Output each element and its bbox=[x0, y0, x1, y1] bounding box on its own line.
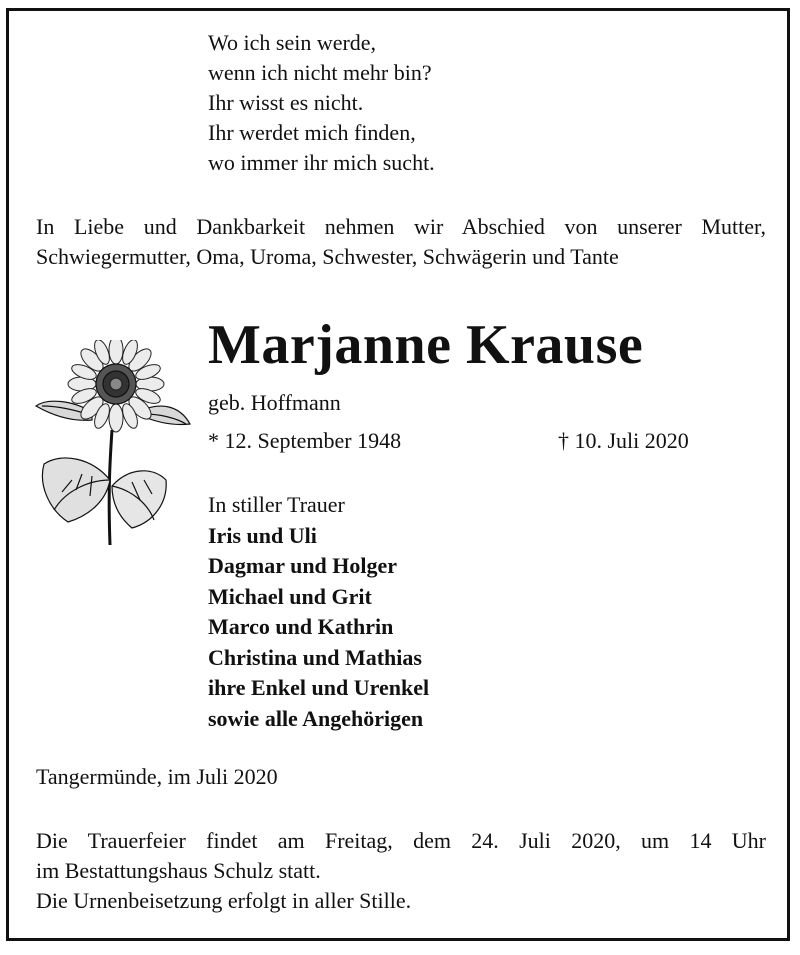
place-date: Tangermünde, im Juli 2020 bbox=[36, 764, 278, 789]
mourner-name: Dagmar und Holger bbox=[208, 553, 398, 578]
mourner-name: Christina und Mathias bbox=[208, 644, 422, 670]
mourner-name: sowie alle Angehörigen bbox=[208, 705, 424, 731]
funeral-line: Die Trauerfeier findet am Freitag, dem 24. Juli 2020, um 14 Uhr bbox=[36, 828, 766, 853]
funeral-line: im Bestattungshaus Schulz statt. bbox=[36, 858, 321, 883]
death-date: † 10. Juli 2020 bbox=[558, 428, 689, 453]
poem-line: Ihr werdet mich finden, bbox=[208, 120, 416, 145]
mourner-name: ihre Enkel und Urenkel bbox=[208, 675, 430, 700]
sunflower-icon bbox=[32, 340, 194, 552]
birth-date: * 12. September 1948 bbox=[208, 428, 402, 453]
maiden-name: geb. Hoffmann bbox=[208, 390, 341, 415]
funeral-line: Die Urnenbeisetzung erfolgt in aller Stille. bbox=[36, 888, 412, 913]
poem bbox=[208, 28, 435, 178]
mourner-name: Marco und Kathrin bbox=[208, 614, 394, 639]
poem-line: wenn ich nicht mehr bin? bbox=[208, 60, 432, 85]
deceased-name: Marjanne Krause bbox=[208, 314, 644, 376]
funeral-info bbox=[36, 826, 766, 916]
mourner-name: Michael und Grit bbox=[208, 583, 372, 609]
poem-line: Ihr wisst es nicht. bbox=[208, 90, 364, 115]
mourners-heading: In stiller Trauer bbox=[208, 492, 345, 517]
poem-line: wo immer ihr mich sucht. bbox=[208, 150, 435, 175]
mourners-list bbox=[208, 490, 429, 734]
intro-text: In Liebe und Dankbarkeit nehmen wir Abschied von unserer Mutter, Schwiegermutter, Oma, Uroma, Schwester, Schwägerin und Tante bbox=[36, 214, 766, 269]
mourner-name: Iris und Uli bbox=[208, 522, 317, 548]
poem-line: Wo ich sein werde, bbox=[208, 30, 377, 55]
